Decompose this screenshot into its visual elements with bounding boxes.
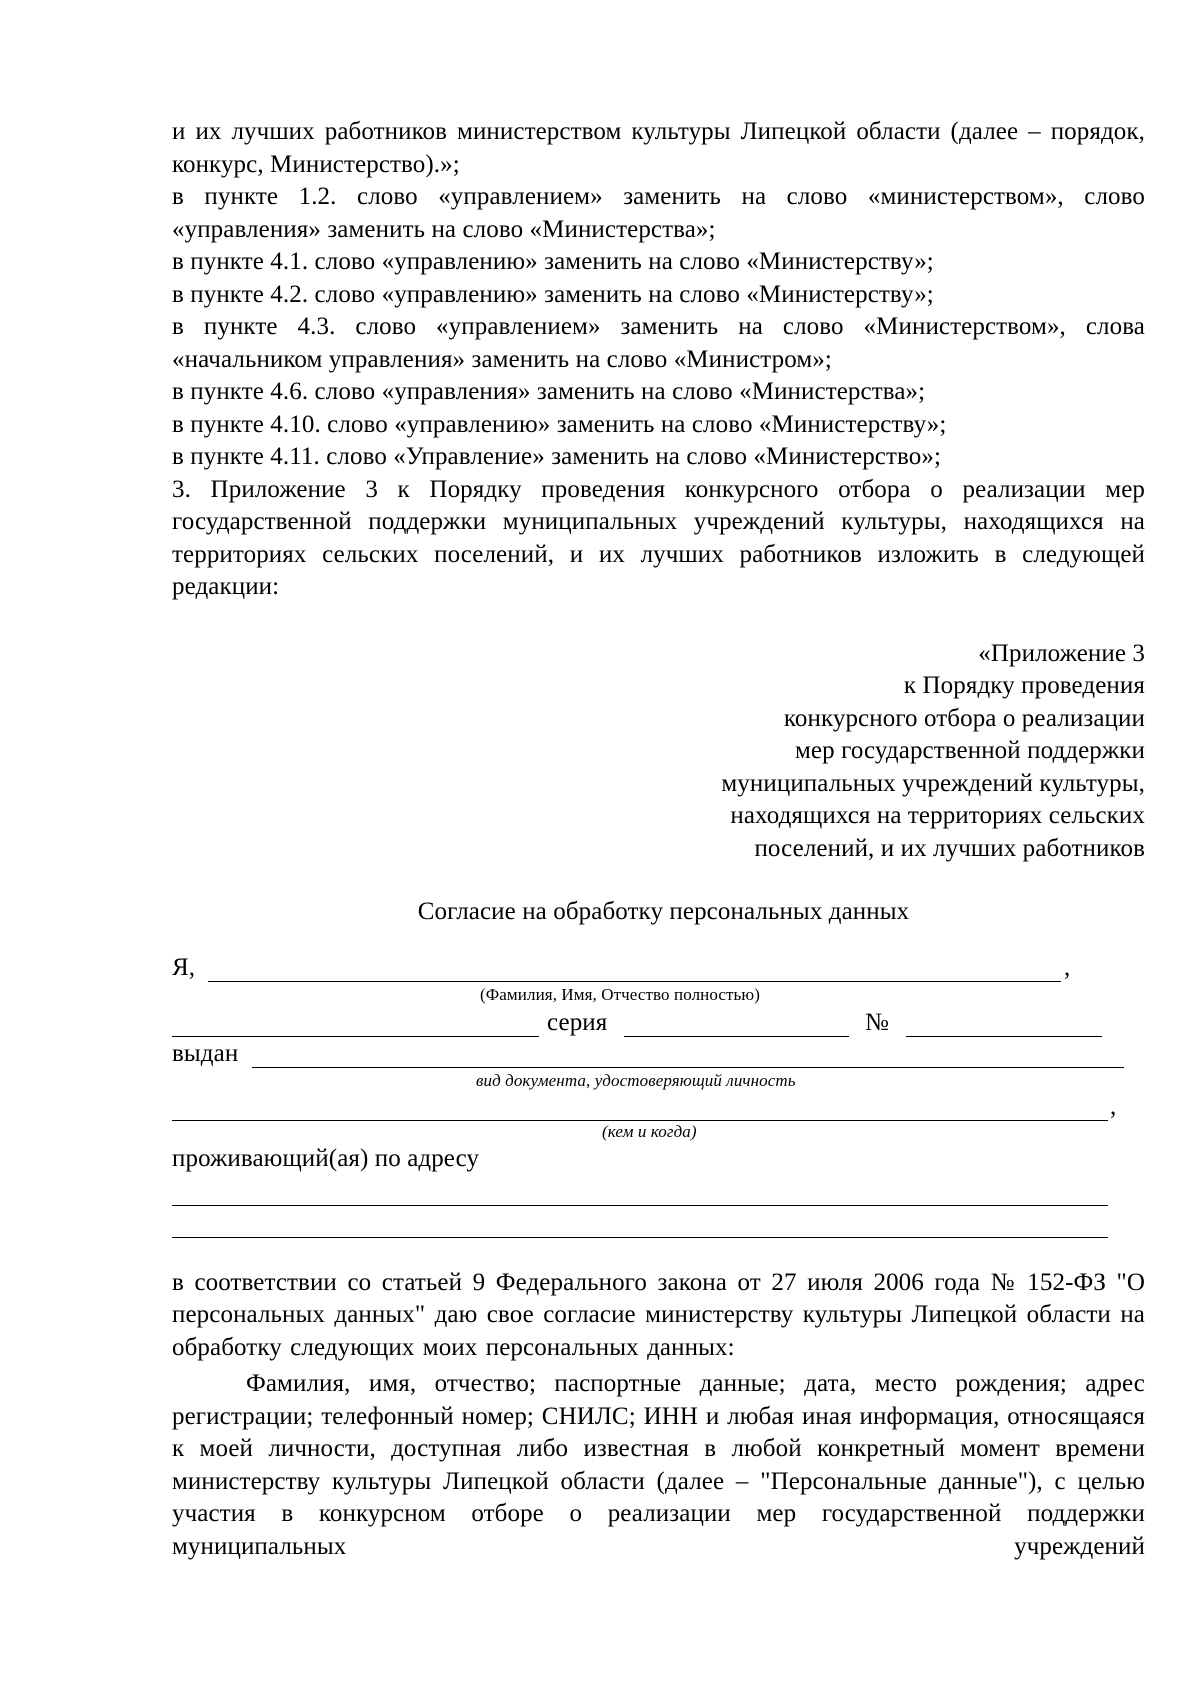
- address-label: проживающий(ая) по адресу: [172, 1144, 480, 1172]
- number-label: №: [865, 1008, 889, 1036]
- form-title: Согласие на обработку персональных данных: [417, 898, 910, 925]
- series-field[interactable]: [624, 1036, 849, 1037]
- appendix-line: находящихся на территориях сельских: [730, 802, 1145, 829]
- issued-when-field[interactable]: [172, 1120, 1108, 1121]
- consent-form: [172, 952, 1145, 1267]
- appendix-line: конкурсного отбора о реализации: [783, 704, 1145, 732]
- consent-paragraph: в соответствии со статьей 9 Федерального закона от 27 июля 2006 года № 152-ФЗ "О персональных данных" даю свое согласие министерству культуры Липецкой области на обработку следующих моих персональных данных:: [172, 1268, 1145, 1361]
- document-caption: вид документа, удостоверяющий личность: [476, 1070, 796, 1090]
- appendix-line: «Приложение 3: [978, 639, 1145, 667]
- full-name-caption: (Фамилия, Имя, Отчество полностью): [480, 984, 760, 1004]
- consent-paragraph: Фамилия, имя, отчество; паспортные данные; дата, место рождения; адрес регистрации; телефонный номер; СНИЛС; ИНН и любая иная информация, относящаяся к моей личности, доступная либо известная в любой конкретный момент времени министерству культуры Липецкой области (далее – "Персональные данные"), с целью участия в конкурсном отборе о реализации мер государственной поддержки муниципальных учреждений: [172, 1370, 1145, 1560]
- appendix-line: мер государственной поддержки: [795, 737, 1145, 764]
- address-field-line-2[interactable]: [172, 1237, 1108, 1238]
- amendment-paragraph-0: и их лучших работников министерством культуры Липецкой области (далее – порядок, конкурс, Министерство).»;: [172, 118, 1145, 178]
- amendment-paragraph-1: в пункте 1.2. слово «управлением» заменить на слово «министерством», слово «управления» заменить на слово «Министерства»;: [172, 183, 1145, 243]
- amendments-section: [172, 116, 1145, 604]
- amendment-paragraph-2: в пункте 4.1. слово «управлению» заменить на слово «Министерству»;: [172, 248, 934, 275]
- appendix-line: к Порядку проведения: [903, 672, 1145, 699]
- amendment-paragraph-7: в пункте 4.11. слово «Управление» заменить на слово «Министерство»;: [172, 443, 941, 470]
- amendment-paragraph-6: в пункте 4.10. слово «управлению» заменить на слово «Министерству»;: [172, 410, 947, 438]
- series-label: серия: [547, 1008, 608, 1036]
- amendment-paragraph-8: 3. Приложение 3 к Порядку проведения конкурсного отбора о реализации мер государственной поддержки муниципальных учреждений культуры, находящихся на территориях сельских поселений, и их лучших работников изложить в следующей редакции:: [172, 475, 1145, 600]
- issued-by-field[interactable]: [252, 1067, 1124, 1068]
- appendix-header: [172, 638, 1145, 866]
- number-field[interactable]: [906, 1036, 1102, 1037]
- ya-label: Я,: [172, 953, 196, 981]
- comma-mark: ,: [1110, 1092, 1117, 1120]
- issued-by-caption: (кем и когда): [602, 1121, 697, 1141]
- document-type-field[interactable]: [172, 1036, 539, 1037]
- appendix-line: поселений, и их лучших работников: [754, 834, 1145, 862]
- appendix-line: муниципальных учреждений культуры,: [721, 769, 1145, 797]
- address-field-line-1[interactable]: [172, 1205, 1108, 1206]
- amendment-paragraph-3: в пункте 4.2. слово «управлению» заменить на слово «Министерству»;: [172, 280, 934, 308]
- amendment-paragraph-5: в пункте 4.6. слово «управления» заменить на слово «Министерства»;: [172, 378, 926, 405]
- full-name-field[interactable]: [208, 981, 1061, 982]
- consent-body: [172, 1267, 1145, 1564]
- issued-label: выдан: [172, 1039, 239, 1067]
- amendment-paragraph-4: в пункте 4.3. слово «управлением» заменить на слово «Министерством», слова «начальником управления» заменить на слово «Министром»;: [172, 313, 1145, 373]
- comma-mark: ,: [1064, 953, 1071, 981]
- document-page: [172, 116, 1145, 1563]
